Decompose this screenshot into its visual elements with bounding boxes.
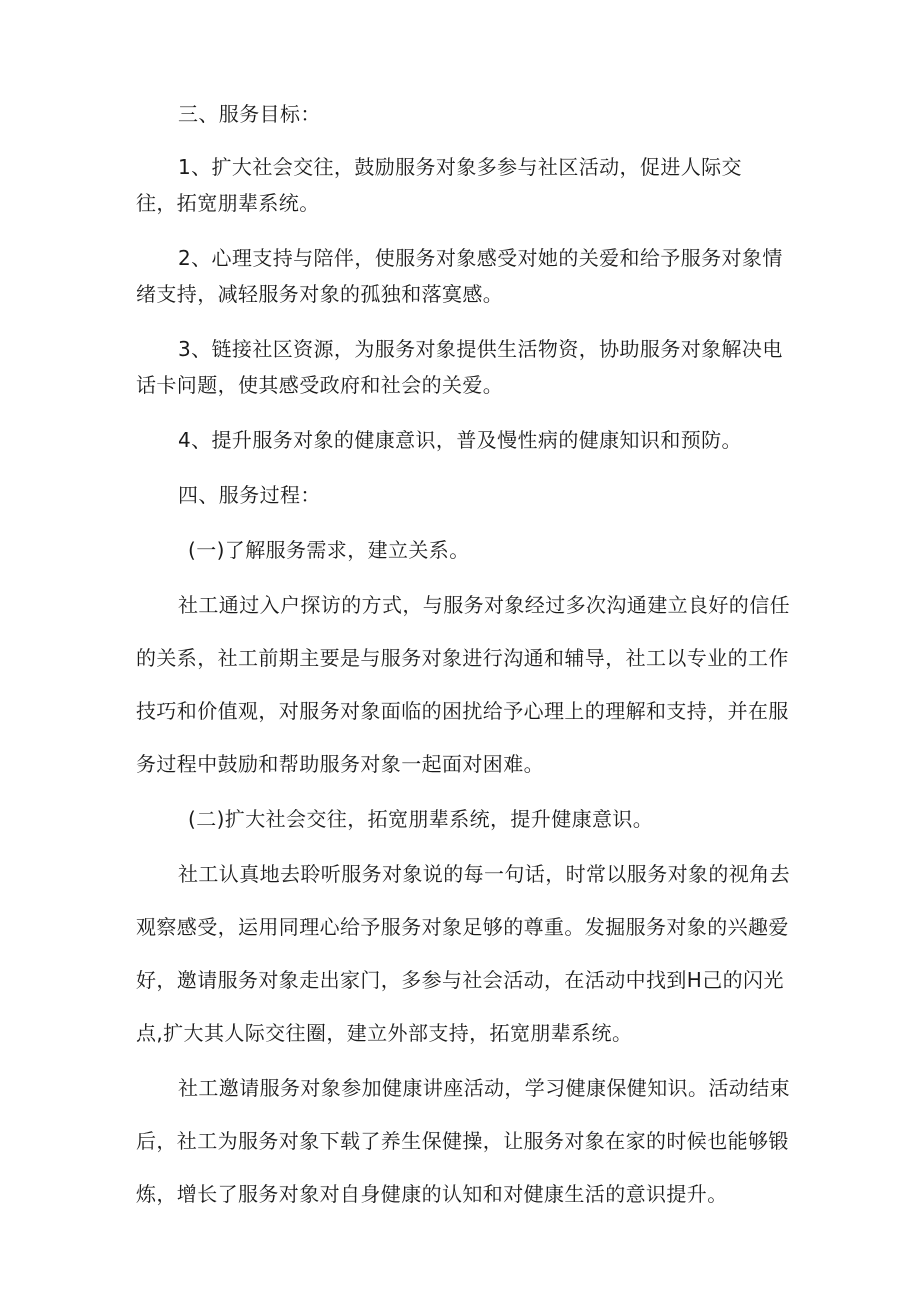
- para1-line4: 务过程中鼓励和帮助服务对象一起面对困难。: [136, 752, 544, 776]
- para1-line1: 社工通过入户探访的方式，与服务对象经过多次沟通建立良好的信任: [178, 593, 790, 617]
- sub1-heading: (一)了解服务需求，建立关系。: [188, 538, 470, 562]
- goal2-line1: 2、心理支持与陪伴，使服务对象感受对她的关爱和给予服务对象情: [178, 246, 783, 270]
- para1-line3: 技巧和价值观，对服务对象面临的困扰给予心理上的理解和支持，并在服: [136, 699, 789, 723]
- section4-heading: 四、服务过程：: [178, 483, 321, 507]
- goal1-line1: 1、扩大社会交往，鼓励服务对象多参与社区活动，促进人际交: [178, 155, 742, 179]
- sub2-heading: (二)扩大社会交往，拓宽朋辈系统，提升健康意识。: [188, 807, 654, 831]
- para2-line1: 社工认真地去聆听服务对象说的每一句话，时常以服务对象的视角去: [178, 862, 790, 886]
- goal2-line2: 绪支持，减轻服务对象的孤独和落寞感。: [136, 282, 504, 306]
- para3-line2: 后，社工为服务对象下载了养生保健操，让服务对象在家的时候也能够锻: [136, 1129, 789, 1153]
- goal4-line1: 4、提升服务对象的健康意识，普及慢性病的健康知识和预防。: [178, 428, 742, 452]
- para3-line3: 炼，增长了服务对象对自身健康的认知和对健康生活的意识提升。: [136, 1182, 728, 1206]
- goal3-line2: 话卡问题，使其感受政府和社会的关爱。: [136, 373, 504, 397]
- para2-line4: 点,扩大其人际交往圈，建立外部支持，拓宽朋辈系统。: [136, 1021, 633, 1045]
- document-page: [136, 96, 790, 1212]
- para1-line2: 的关系，社工前期主要是与服务对象进行沟通和辅导，社工以专业的工作: [136, 646, 789, 670]
- para2-line3: 好，邀请服务对象走出家门，多参与社会活动，在活动中找到H己的闪光: [136, 968, 784, 992]
- section3-heading: 三、服务目标：: [178, 102, 321, 126]
- para3-line1: 社工邀请服务对象参加健康讲座活动，学习健康保健知识。活动结束: [178, 1076, 790, 1100]
- goal3-line1: 3、链接社区资源，为服务对象提供生活物资，协助服务对象解决电: [178, 337, 783, 361]
- para2-line2: 观察感受，运用同理心给予服务对象足够的尊重。发掘服务对象的兴趣爱: [136, 915, 789, 939]
- goal1-line2: 往，拓宽朋辈系统。: [136, 191, 320, 215]
